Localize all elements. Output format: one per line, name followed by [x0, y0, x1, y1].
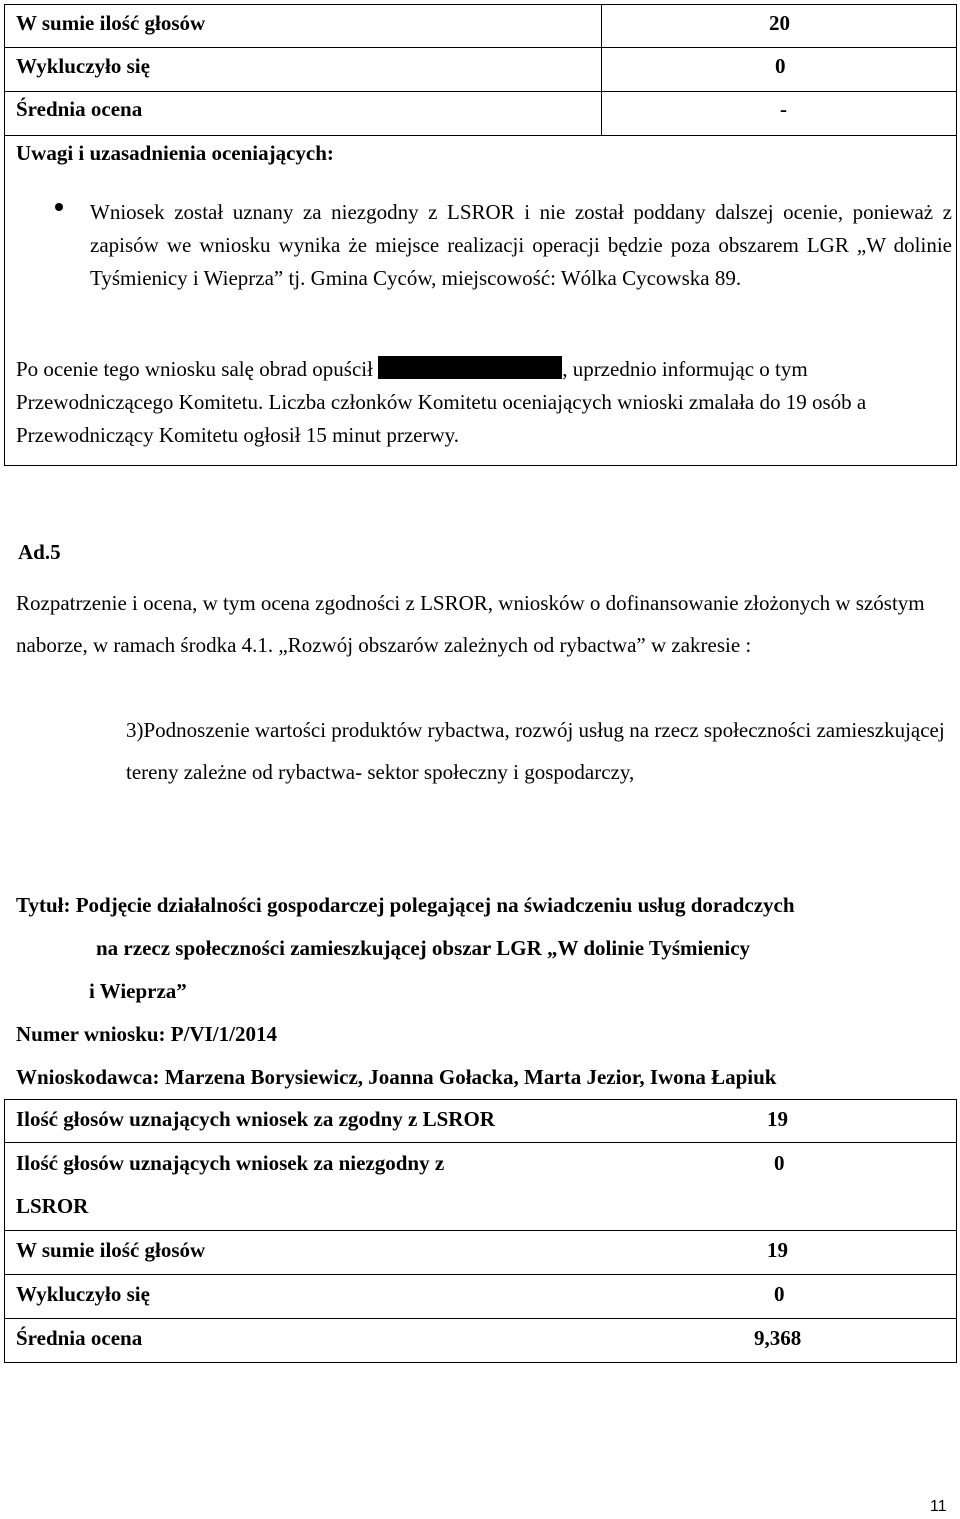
row-value: 0 — [774, 1151, 785, 1175]
row-value: 0 — [774, 1282, 785, 1306]
row-label-continued: LSROR — [16, 1194, 89, 1218]
paragraph-text-after: , uprzednio informując o tym Przewodniczącego Komitetu. Liczba członków Komitetu oceniających wnioski zmalała do 19 osób a Przewodniczący Komitetu ogłosił 15 minut przerwy. — [16, 357, 867, 447]
row-label: Ilość głosów uznających wniosek za zgodny z LSROR — [16, 1107, 495, 1131]
remarks-label: Uwagi i uzasadnienia oceniających: — [16, 141, 334, 165]
remark-bullet-text: Wniosek został uznany za niezgodny z LSROR i nie został poddany dalszej ocenie, ponieważ z zapisów we wniosku wynika że miejsce realizacji operacji będzie poza obszarem LGR „W dolinie Tyśmienicy i Wieprza” tj. Gmina Cyców, miejscowość: Wólka Cycowska 89. — [90, 200, 952, 290]
remark-paragraph — [16, 353, 952, 452]
section-subtext: 3)Podnoszenie wartości produktów rybactwa, rozwój usług na rzecz społeczności zamieszkującej tereny zależne od rybactwa- sektor społeczny i gospodarczy, — [126, 718, 945, 784]
row-divider — [5, 47, 956, 48]
row-divider — [5, 91, 956, 92]
application-number: Numer wniosku: P/VI/1/2014 — [16, 1022, 277, 1046]
row-divider — [5, 135, 956, 136]
row-divider — [5, 1230, 956, 1231]
row-value: 20 — [769, 11, 790, 35]
page-number: 11 — [930, 1498, 947, 1515]
row-value: 9,368 — [754, 1326, 802, 1350]
row-label: W sumie ilość głosów — [16, 1238, 206, 1262]
application-title-line: i Wieprza” — [89, 979, 187, 1003]
row-value: 19 — [767, 1238, 788, 1262]
paragraph-text-before: Po ocenie tego wniosku salę obrad opuścił — [16, 357, 379, 381]
summary-table-2 — [4, 1099, 957, 1363]
row-divider — [5, 1142, 956, 1143]
application-title-line: na rzecz społeczności zamieszkującej obszar LGR „W dolinie Tyśmienicy — [96, 936, 751, 960]
row-value: 0 — [775, 54, 786, 78]
row-divider — [5, 1318, 956, 1319]
section-heading: Ad.5 — [18, 540, 61, 564]
row-label: Wykluczyło się — [16, 1282, 150, 1306]
row-label: Średnia ocena — [16, 1326, 143, 1350]
redaction-block — [378, 356, 562, 379]
row-label: W sumie ilość głosów — [16, 11, 206, 35]
bullet-icon — [55, 203, 63, 211]
applicant: Wnioskodawca: Marzena Borysiewicz, Joanna Gołacka, Marta Jezior, Iwona Łapiuk — [16, 1065, 777, 1089]
row-divider — [5, 1274, 956, 1275]
row-label: Wykluczyło się — [16, 54, 150, 78]
section-text: Rozpatrzenie i ocena, w tym ocena zgodności z LSROR, wniosków o dofinansowanie złożonych w szóstym naborze, w ramach środka 4.1. „Rozwój obszarów zależnych od rybactwa” w zakresie : — [16, 591, 925, 657]
row-value: 19 — [767, 1107, 788, 1131]
application-title-line: Tytuł: Podjęcie działalności gospodarczej polegającej na świadczeniu usług doradczych — [16, 893, 795, 917]
column-divider — [601, 5, 602, 135]
row-value: - — [780, 97, 787, 121]
row-label: Ilość głosów uznających wniosek za niezgodny z — [16, 1151, 445, 1175]
row-label: Średnia ocena — [16, 97, 143, 121]
